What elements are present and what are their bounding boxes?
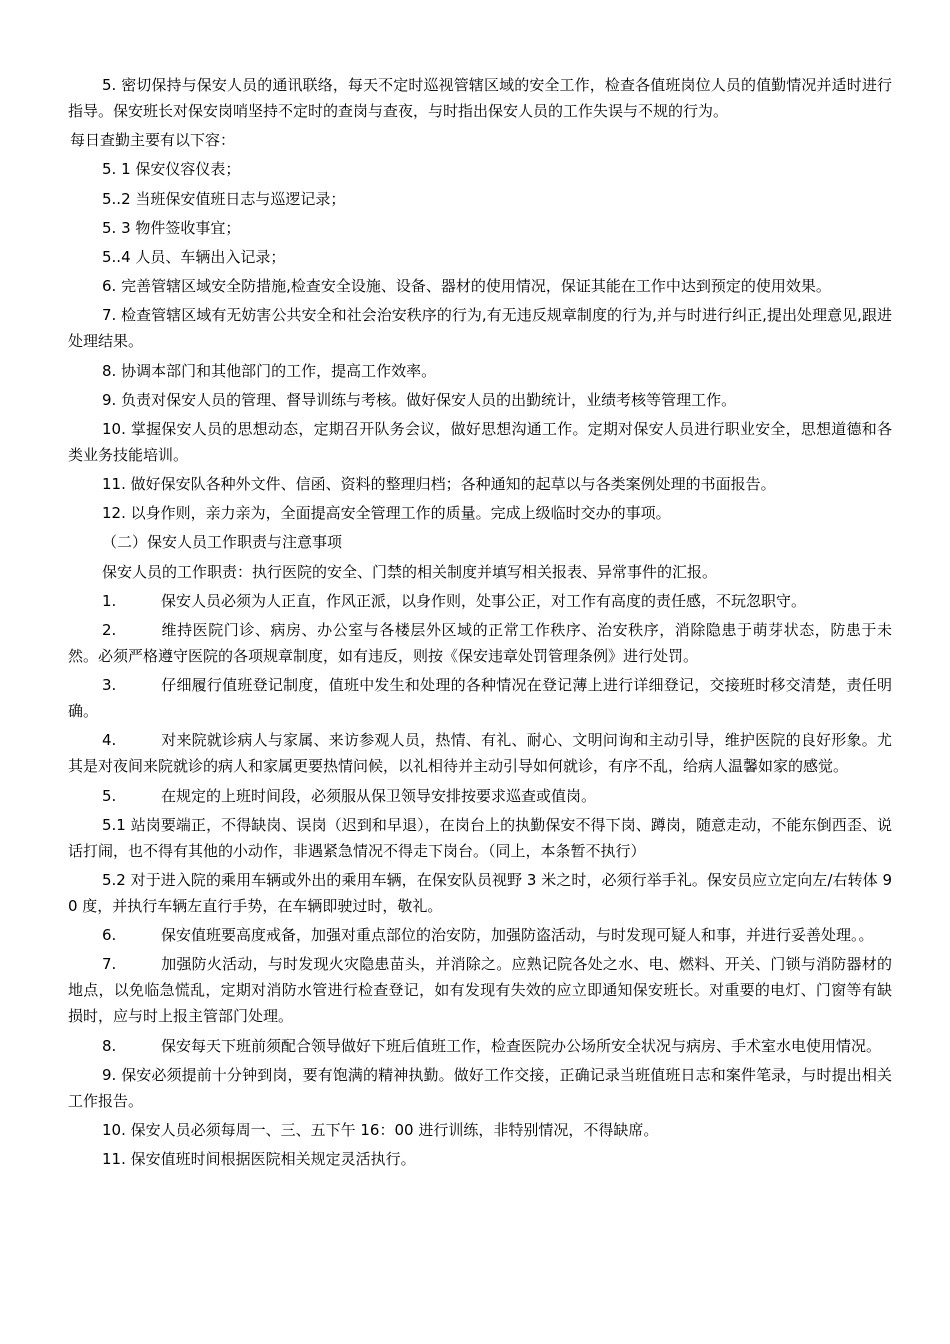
duty-item-9: 9. 保安必须提前十分钟到岗，要有饱满的精神执勤。做好工作交接，正确记录当班值班日志和案件笔录，与时提出相关工作报告。 xyxy=(68,1065,892,1110)
duty-item-10: 10. 保安人员必须每周一、三、五下午 16：00 进行训练，非特别情况，不得缺席。 xyxy=(102,1120,659,1139)
document-page xyxy=(68,72,892,1175)
paragraph-11: 11. 做好保安队各种外文件、信函、资料的整理归档；各种通知的起草以与各类案例处理的书面报告。 xyxy=(102,475,776,494)
duty-item-number: 6. xyxy=(102,926,117,945)
duty-item-text: 对来院就诊病人与家属、来访参观人员，热情、有礼、耐心、文明问询和主动引导，维护医院的良好形象。尤其是对夜间来院就诊的病人和家属更要热情问候，以礼相待并主动引导如何就诊，有序不乱，给病人温馨如家的感觉。 xyxy=(68,731,892,776)
paragraph-daily-check-intro: 每日查勤主要有以下容： xyxy=(70,131,236,150)
paragraph-5-1: 5. 1 保安仪容仪表； xyxy=(102,160,241,179)
paragraph-5: 5. 密切保持与保安人员的通讯联络，每天不定时巡视管辖区域的安全工作，检查各值班岗位人员的值勤情况并适时进行指导。保安班长对保安岗哨坚持不定时的查岗与查夜，与时指出保安人员的工作失误与不规的行为。 xyxy=(68,76,892,120)
paragraph-12: 12. 以身作则，亲力亲为，全面提高安全管理工作的质量。完成上级临时交办的事项。 xyxy=(102,504,671,523)
duty-item-text: 维持医院门诊、病房、办公室与各楼层外区域的正常工作秩序、治安秩序，消除隐患于萌芽状态，防患于未然。必须严格遵守医院的各项规章制度，如有违反，则按《保安违章处罚管理条例》进行处罚。 xyxy=(68,621,892,665)
paragraph-guard-duties-intro: 保安人员的工作职责：执行医院的安全、门禁的相关制度并填写相关报表、异常事件的汇报。 xyxy=(102,562,718,581)
duty-item-11: 11. 保安值班时间根据医院相关规定灵活执行。 xyxy=(102,1150,416,1169)
duty-item-text: 在规定的上班时间段，必须服从保卫领导安排按要求巡查或值岗。 xyxy=(161,786,597,805)
duty-item-number: 2. xyxy=(102,621,117,639)
duty-item-text: 保安人员必须为人正直，作风正派，以身作则，处事公正，对工作有高度的责任感，不玩忽职守。 xyxy=(161,591,807,610)
duty-item-5-1: 5.1 站岗要端正，不得缺岗、误岗（迟到和早退），在岗台上的执勤保安不得下岗、蹲岗，随意走动，不能东倒西歪、说话打闹，也不得有其他的小动作，非遇紧急情况不得走下岗台。（同上，本条暂不执行） xyxy=(68,815,892,860)
duty-item-text: 加强防火活动，与时发现火灾隐患苗头，并消除之。应熟记院各处之水、电、燃料、开关、门锁与消防器材的地点，以免临急慌乱，定期对消防水管进行检查登记，如有发现有失效的应立即通知保安班长。对重要的电灯、门窗等有缺损时，应与时上报主管部门处理。 xyxy=(68,955,892,1026)
duty-item-2 xyxy=(68,617,892,669)
paragraph-5-3: 5. 3 物件签收事宜； xyxy=(102,218,241,237)
duty-item-5 xyxy=(68,783,892,809)
paragraph-5-4: 5..4 人员、车辆出入记录； xyxy=(102,247,286,266)
paragraph-6: 6. 完善管辖区域安全防措施,检查安全设施、设备、器材的使用情况，保证其能在工作中达到预定的使用效果。 xyxy=(102,277,831,296)
duty-item-8 xyxy=(68,1033,892,1059)
duty-item-3 xyxy=(68,672,892,724)
duty-item-6 xyxy=(68,922,892,948)
paragraph-7: 7. 检查管辖区域有无妨害公共安全和社会治安秩序的行为,有无违反规章制度的行为,并与时进行纠正,提出处理意见,跟进处理结果。 xyxy=(68,306,892,351)
duty-item-4 xyxy=(68,727,892,779)
duty-item-7 xyxy=(68,951,892,1029)
duty-item-number: 7. xyxy=(102,955,117,974)
duty-item-number: 3. xyxy=(102,676,117,695)
duty-item-1 xyxy=(68,588,892,614)
duty-item-text: 保安值班要高度戒备，加强对重点部位的治安防，加强防盗活动，与时发现可疑人和事，并进行妥善处理。。 xyxy=(161,926,874,945)
duty-item-text: 仔细履行值班登记制度，值班中发生和处理的各种情况在登记薄上进行详细登记，交接班时移交清楚，责任明确。 xyxy=(68,676,892,721)
paragraph-10: 10. 掌握保安人员的思想动态，定期召开队务会议，做好思想沟通工作。定期对保安人员进行职业安全，思想道德和各类业务技能培训。 xyxy=(68,419,892,464)
section-heading-guard-duties: （二）保安人员工作职责与注意事项 xyxy=(102,533,343,552)
duty-item-number: 1. xyxy=(102,591,117,610)
duty-item-5-2: 5.2 对于进入院的乘用车辆或外出的乘用车辆，在保安队员视野 3 米之时，必须行举手礼。保安员应立定向左/右转体 90 度，并执行车辆左直行手势，在车辆即驶过时，敬礼。 xyxy=(68,870,892,915)
paragraph-8: 8. 协调本部门和其他部门的工作，提高工作效率。 xyxy=(102,361,437,380)
duty-item-text: 保安每天下班前须配合领导做好下班后值班工作，检查医院办公场所安全状况与病房、手术室水电使用情况。 xyxy=(161,1036,882,1055)
duty-item-number: 8. xyxy=(102,1036,117,1055)
paragraph-5-2: 5..2 当班保安值班日志与巡逻记录； xyxy=(102,189,346,208)
duty-item-number: 4. xyxy=(102,731,117,750)
paragraph-9: 9. 负责对保安人员的管理、督导训练与考核。做好保安人员的出勤统计，业绩考核等管理工作。 xyxy=(102,390,737,409)
duty-item-number: 5. xyxy=(102,786,117,805)
